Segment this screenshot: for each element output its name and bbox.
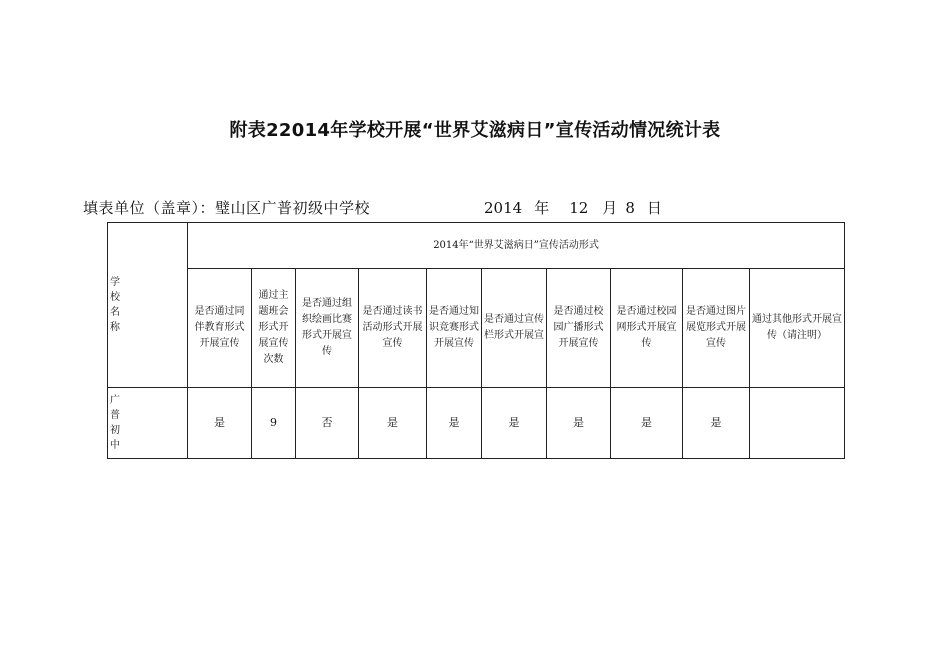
fill-unit-label: 填表单位（盖章）：璧山区广普初级中学校 [83,199,371,217]
fill-date [484,197,662,218]
table-row [108,388,845,459]
activity-form-header: 2014年“世界艾滋病日”宣传活动形式 [188,223,845,269]
statistics-table [107,222,845,459]
column-header: 通过其他形式开展宣传（请注明） [750,269,845,388]
column-header: 是否通过知识竞赛形式开展宣传 [427,269,482,388]
table-cell [750,388,845,459]
column-header: 是否通过宣传栏形式开展宣 [482,269,547,388]
date-year: 2014 [484,199,523,217]
table-cell: 是 [359,388,427,459]
table-cell: 是 [683,388,750,459]
date-month-label: 月 [602,199,618,217]
table-cell: 是 [611,388,683,459]
table-cell: 是 [427,388,482,459]
table-header-row [108,223,845,269]
column-header: 是否通过同伴教育形式开展宣传 [188,269,252,388]
school-name-cell: 广普初中 [108,388,188,459]
table-cell: 否 [296,388,359,459]
column-header: 是否通过组织绘画比赛形式开展宣传 [296,269,359,388]
column-header: 通过主题班会形式开展宣传次数 [252,269,296,388]
table-subheader-row [108,269,845,388]
table-cell: 是 [482,388,547,459]
date-day-label: 日 [646,199,662,217]
date-month: 12 [569,199,589,217]
column-header: 是否通过校园网形式开展宣传 [611,269,683,388]
date-year-label: 年 [534,199,550,217]
page-title: 附表22014年学校开展“世界艾滋病日”宣传活动情况统计表 [229,120,721,141]
column-header: 是否通过读书活动形式开展宣传 [359,269,427,388]
column-header: 是否通过校园广播形式开展宣传 [547,269,611,388]
school-name-header: 学校名称 [108,223,188,388]
table-cell: 是 [188,388,252,459]
column-header: 是否通过图片展览形式开展宣传 [683,269,750,388]
date-day: 8 [625,199,635,217]
table-cell: 9 [252,388,296,459]
table-cell: 是 [547,388,611,459]
